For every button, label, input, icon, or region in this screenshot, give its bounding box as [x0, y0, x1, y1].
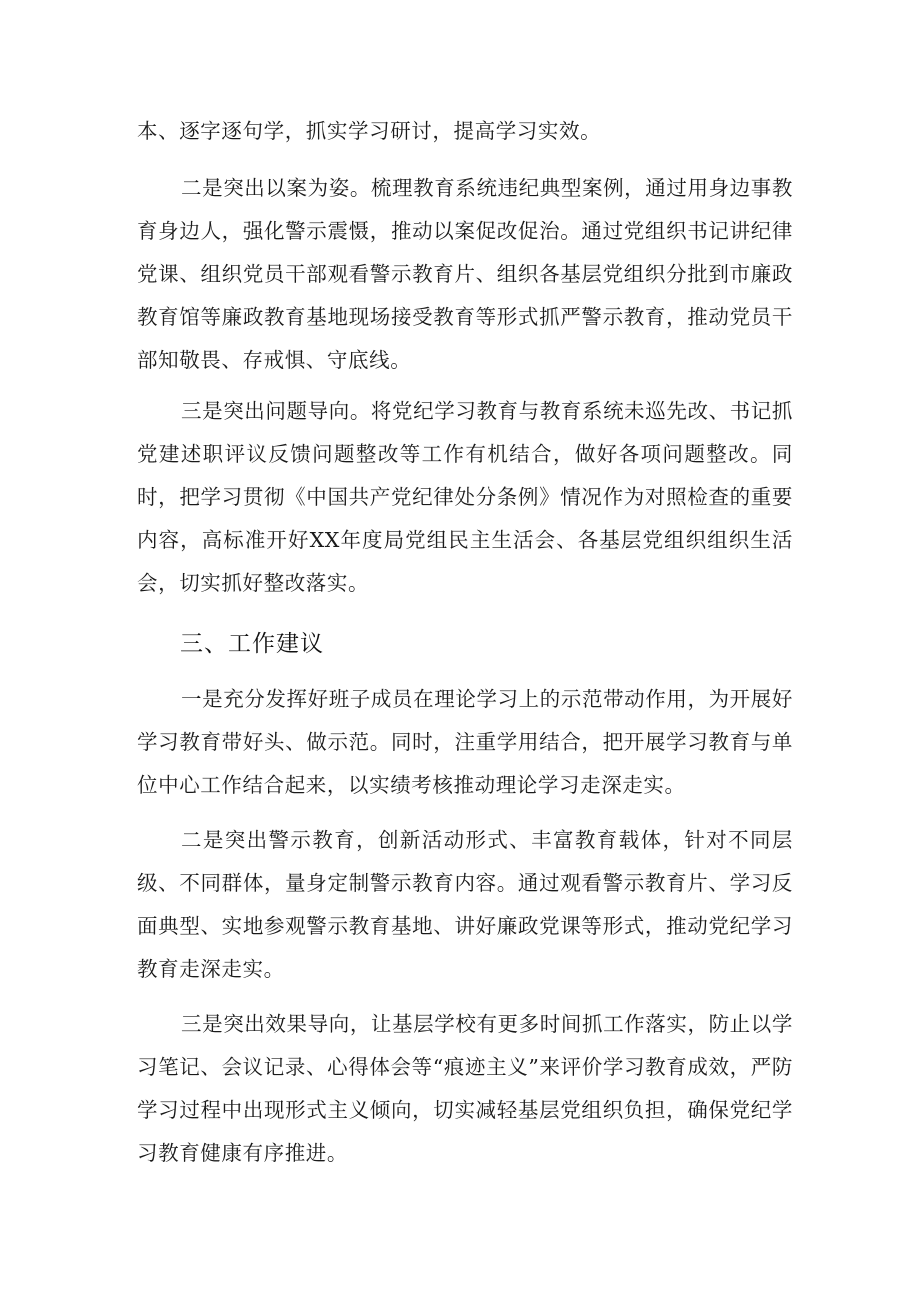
paragraph-results-orientation: 三是突出效果导向，让基层学校有更多时间抓工作落实，防止以学习笔记、会议记录、心得体会等“痕迹主义”来评价学习教育成效，严防学习过程中出现形式主义倾向，切实减轻基层党组织负担，确保党纪学习教育健康有序推进。 — [137, 1012, 793, 1165]
paragraph-continuation: 本、逐字逐句学，抓实学习研讨，提高学习实效。 — [137, 119, 602, 143]
paragraph-warning-cases: 二是突出以案为姿。梳理教育系统违纪典型案例，通过用身边事教育身边人，强化警示震慑，推动以案促改促治。通过党组织书记讲纪律党课、组织党员干部观看警示教育片、组织各基层党组织分批到市廉政教育馆等廉政教育基地现场接受教育等形式抓严警示教育，推动党员干部知敬畏、存戒惧、守底线。 — [137, 176, 793, 372]
paragraph-warning-education: 二是突出警示教育，创新活动形式、丰富教育载体，针对不同层级、不同群体，量身定制警示教育内容。通过观看警示教育片、学习反面典型、实地参观警示教育基地、讲好廉政党课等形式，推动党纪学习教育走深走实。 — [137, 828, 793, 981]
section-heading: 三、工作建议 — [180, 631, 324, 657]
paragraph-problem-orientation: 三是突出问题导向。将党纪学习教育与教育系统未巡先改、书记抓党建述职评议反馈问题整改等工作有机结合，做好各项问题整改。同时，把学习贯彻《中国共产党纪律处分条例》情况作为对照检查的重要内容，高标准开好XX年度局党组民主生活会、各基层党组织组织生活会，切实抓好整改落实。 — [137, 399, 793, 595]
paragraph-leadership-example: 一是充分发挥好班子成员在理论学习上的示范带动作用，为开展好学习教育带好头、做示范。同时，注重学用结合，把开展学习教育与单位中心工作结合起来，以实绩考核推动理论学习走深走实。 — [137, 687, 793, 797]
